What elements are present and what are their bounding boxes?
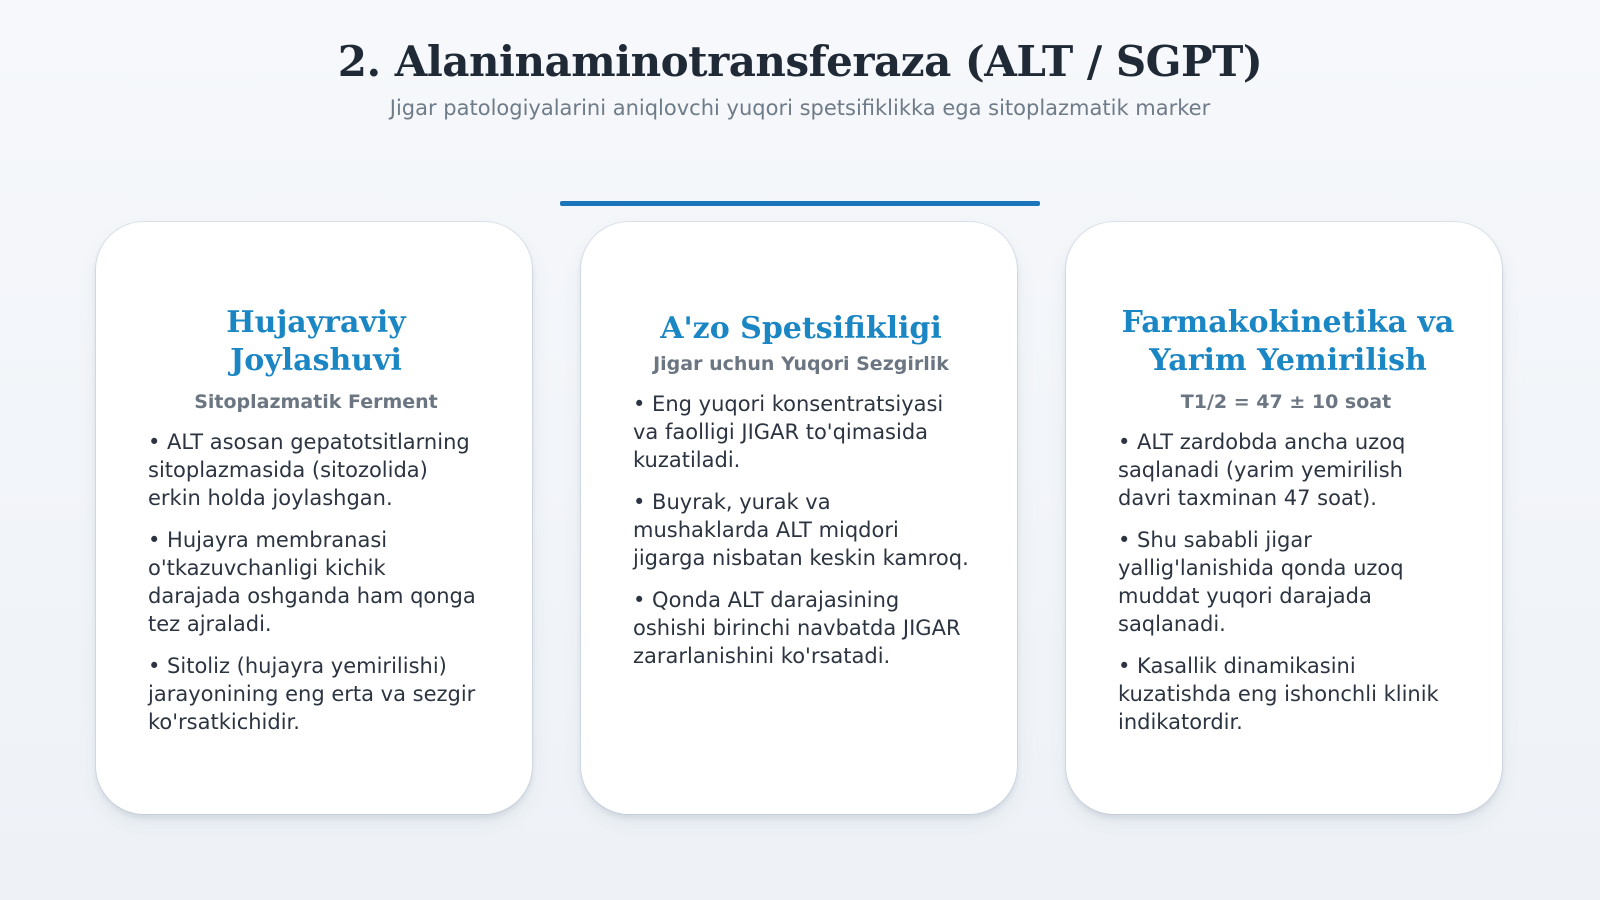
card-title: Farmakokinetika va Yarim Yemirilish: [1121, 305, 1455, 378]
bullet-item: • ALT asosan gepatotsitlarning sitoplazmasida (sitozolida) erkin holda joylashgan.: [148, 430, 470, 510]
accent-divider: [560, 201, 1040, 206]
bullet-list: [1118, 428, 1454, 736]
slide-header: [0, 32, 1600, 122]
bullet-item: • Eng yuqori konsentratsiyasi va faolligi JIGAR to'qimasida kuzatiladi.: [633, 392, 944, 472]
bullet-item: • Hujayra membranasi o'tkazuvchanligi kichik darajada oshganda ham qonga tez ajraladi.: [148, 528, 476, 636]
bullet-item: • Qonda ALT darajasining oshishi birinchi navbatda JIGAR zararlanishini ko'rsatadi.: [633, 588, 961, 668]
slide-subtitle: Jigar patologiyalarini aniqlovchi yuqori spetsifiklikka ega sitoplazmatik marker: [389, 96, 1211, 120]
card-organ-specificity: [581, 222, 1017, 814]
card-title: A'zo Spetsifikligi: [660, 311, 942, 346]
card-subtitle: T1/2 = 47 ± 10 soat: [1180, 391, 1392, 413]
bullet-item: • Kasallik dinamikasini kuzatishda eng ishonchli klinik indikatordir.: [1118, 654, 1439, 734]
bullet-list: [148, 428, 484, 736]
card-header: [1118, 222, 1454, 414]
bullet-list: [633, 390, 969, 670]
bullet-item: • Shu sababli jigar yallig'lanishida qonda uzoq muddat yuqori darajada saqlanadi.: [1118, 528, 1404, 636]
card-header: [633, 222, 969, 376]
card-subtitle: Sitoplazmatik Ferment: [194, 391, 438, 413]
card-title: Hujayraviy Joylashuvi: [226, 305, 406, 378]
bullet-item: • ALT zardobda ancha uzoq saqlanadi (yarim yemirilish davri taxminan 47 soat).: [1118, 430, 1406, 510]
bullet-item: • Sitoliz (hujayra yemirilishi) jarayonining eng erta va sezgir ko'rsatkichidir.: [148, 654, 476, 734]
card-subtitle: Jigar uchun Yuqori Sezgirlik: [653, 353, 949, 375]
slide-title: 2. Alaninaminotransferaza (ALT / SGPT): [337, 37, 1263, 86]
card-cellular-location: [96, 222, 532, 814]
card-header: [148, 222, 484, 414]
bullet-item: • Buyrak, yurak va mushaklarda ALT miqdori jigarga nisbatan keskin kamroq.: [633, 490, 969, 570]
card-pharmacokinetics: [1066, 222, 1502, 814]
